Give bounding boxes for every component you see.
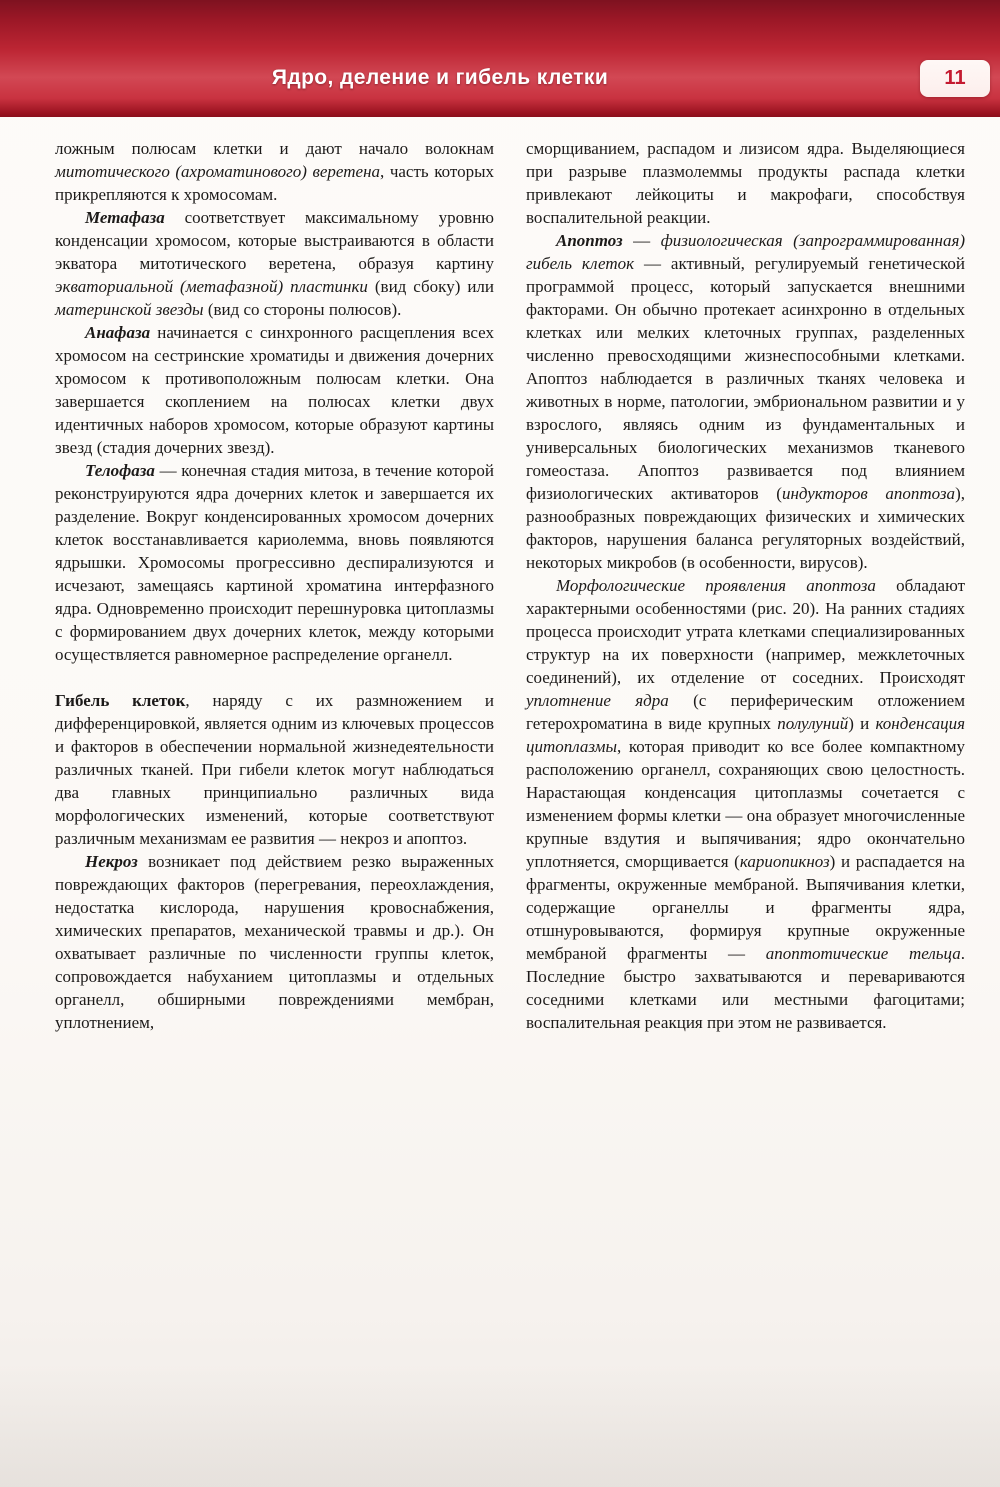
text-run: — конечная стадия митоза, в течение которой реконструируются ядра дочерних клеток и завершается их разделение. Вокруг конденсированных хромосом дочерних клеток восстанавливается кариолемма, вновь появляются ядрышки. Хромосомы прогрессивно деспирализуются и исчезают, замещаясь картиной хроматина интерфазного ядра. Одновременно происходит перешнуровка цитоплазмы с формированием двух дочерних клеток, между которыми осуществляется равномерное распределение органелл. (55, 461, 494, 664)
text-run: , которая приводит ко все более компактному расположению органелл, сохраняющих свою целостность. Нарастающая конденсация цитоплазмы сочетается с изменением формы клетки — она образует многочисленные крупные вздутия и выпячивания; ядро окончательно уплотняется, сморщивается ( (526, 737, 965, 871)
text-run: начинается с синхронного расщепления всех хромосом на сестринские хроматиды и движения дочерних хромосом к противоположным полюсам клетки. Она завершается скоплением на полюсах клетки двух идентичных наборов хромосом, которые образуют картины звезд (стадия дочерних звезд). (55, 323, 494, 457)
text-run: обладают характерными особенностями (рис. 20). На ранних стадиях процесса происходит утрата клетками специализированных структур на их поверхности (например, межклеточных соединений), их отделение от соседних. Происходят (526, 576, 965, 687)
paragraph (55, 137, 494, 206)
paragraph (526, 229, 965, 574)
text-run: , наряду с их размножением и дифференцировкой, является одним из ключевых процессов и факторов в обеспечении нормальной жизнедеятельности различных тканей. При гибели клеток могут наблюдаться два главных принципиально различных вида морфологических изменений, которые соответствуют различным механизмам ее развития — некроз и апоптоз. (55, 691, 494, 848)
page-header (0, 0, 1000, 117)
paragraph (55, 206, 494, 321)
text-run: , часть которых прикрепляются к хромосомам. (55, 162, 495, 204)
text-run: соответствует максимальному уровню конденсации хромосом, которые выстраиваются в области экватора митотического веретена, образуя картину (55, 208, 494, 273)
text-run: (с периферическим отложением гетерохроматина в виде крупных (526, 691, 965, 733)
text-run-emphasis: митотического (ахроматинового) веретена (55, 162, 381, 181)
scan-shade (0, 1367, 1000, 1487)
text-run-emphasis: Апоптоз (556, 231, 623, 250)
text-run: (вид сбоку) или (367, 277, 495, 296)
text-run: возникает под действием резко выраженных повреждающих факторов (перегревания, переохлаждения, недостатка кислорода, нарушения кровоснабжения, химических препаратов, механической травмы и др.). Он охватывает различные по численности группы клеток, сопровождается набуханием цитоплазмы и отдельных органелл, обширными повреждениями мембран, уплотнением, (55, 852, 494, 1032)
text-run: ложным полюсам клетки и дают начало волокнам (55, 139, 494, 158)
text-run-emphasis: полулуний (777, 714, 849, 733)
text-run: . Последние быстро захватываются и перевариваются соседними клетками или местными фагоцитами; воспалительная реакция при этом не развивается. (526, 944, 965, 1032)
text-run-emphasis: Телофаза (85, 461, 155, 480)
text-run: ) и распадается на фрагменты, окруженные мембраной. Выпячивания клетки, содержащие органеллы и фрагменты ядра, отшнуровываются, формируя крупные окруженные мембраной фрагменты — (526, 852, 965, 963)
text-run-emphasis: Некроз (85, 852, 138, 871)
paragraph (55, 459, 494, 666)
text-run-emphasis: физиологическая (запрограммированная) гибель клеток (526, 231, 966, 273)
text-run: ), разнообразных повреждающих физических и химических факторов, нарушения баланса регуляторных воздействий, некоторых микробов (в особенности, вирусов). (526, 484, 965, 572)
text-run-emphasis: экваториальной (метафазной) пластинки (55, 277, 368, 296)
paragraph (526, 137, 965, 229)
text-run-emphasis: Метафаза (85, 208, 165, 227)
text-run: сморщиванием, распадом и лизисом ядра. Выделяющиеся при разрыве плазмолеммы продукты распада клетки привлекают лейкоциты и макрофаги, способствуя воспалительной реакции. (526, 139, 965, 227)
page-content (0, 117, 1000, 1034)
paragraph (526, 574, 965, 1034)
paragraph (55, 689, 494, 850)
text-run-emphasis: Анафаза (85, 323, 151, 342)
text-run: (вид со стороны полюсов). (203, 300, 402, 319)
text-run-emphasis: Морфологические проявления апоптоза (556, 576, 876, 595)
page-title: Ядро, деление и гибель клетки (271, 66, 609, 89)
text-run-emphasis: конденсация цитоплазмы (526, 714, 965, 756)
text-run: — (622, 231, 661, 250)
text-run: — активный, регулируемый генетической программой процесс, который запускается внешними факторами. Он обычно протекает асинхронно в отдельных клетках или мелких клеточных группах, разделенных численно превосходящими жизнеспособными клетками. Апоптоз наблюдается в различных тканях человека и животных в норме, патологии, эмбриональном развитии и у взрослого, являясь одним из фундаментальных и универсальных биологических механизмов тканевого гомеостаза. Апоптоз развивается под влиянием физиологических активаторов ( (526, 254, 965, 503)
text-run-emphasis: материнской звезды (55, 300, 204, 319)
text-run-emphasis: индукторов апоптоза (781, 484, 956, 503)
text-run-emphasis: Гибель клеток (55, 691, 186, 710)
page-number-badge: 11 (920, 60, 990, 97)
paragraph (55, 850, 494, 1034)
text-run-emphasis: уплотнение ядра (526, 691, 669, 710)
left-column (55, 137, 494, 1034)
paragraph (55, 321, 494, 459)
text-run: ) и (848, 714, 876, 733)
text-run-emphasis: кариопикноз (739, 852, 830, 871)
text-run-emphasis: апоптотические тельца (765, 944, 961, 963)
right-column (526, 137, 965, 1034)
